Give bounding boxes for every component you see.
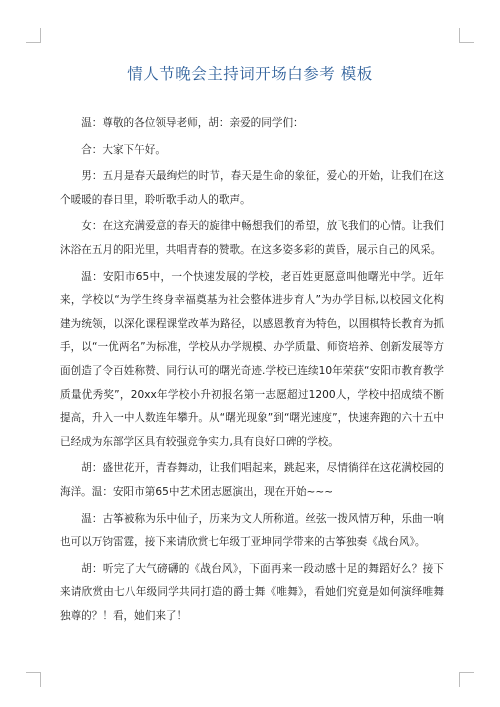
paragraph-show-start: 胡：盛世花开，青春舞动，让我们唱起来，跳起来，尽情徜徉在这花满校园的海洋。温：安阳市第65中艺术团志愿演出，现在开始~~~	[60, 462, 444, 498]
paragraph-greeting: 温：尊敬的各位领导老师，胡：亲爱的同学们：	[81, 117, 304, 129]
paragraph-male-host: 男：五月是春天最绚烂的时节，春天是生命的象征，爱心的开始，让我们在这个暖暖的春日里，聆听歌手动人的歌声。	[60, 170, 444, 206]
paragraph-jazz-dance: 胡：听完了大气磅礴的《战台风》，下面再来一段动感十足的舞蹈好么？接下来请欣赏由七八年级同学共同打造的爵士舞《唯舞》，看她们究竟是如何演绎唯舞独尊的？！看，她们来了！	[60, 562, 444, 622]
document-body	[60, 112, 444, 631]
paragraph-guzheng: 温：古筝被称为乐中仙子，历来为文人所称道。丝弦一拨风情万种，乐曲一响也可以万钧雷霆，接下来请欣赏七年级丁亚坤同学带来的古筝独奏《战台风》。	[60, 512, 444, 549]
paragraph-together: 合：大家下午好。	[81, 143, 166, 156]
crop-mark-bottom-left	[26, 672, 41, 687]
crop-mark-bottom-right	[459, 672, 474, 687]
document-title: 情人节晚会主持词开场白参考 模板	[127, 65, 373, 83]
paragraph-female-host: 女：在这充满爱意的春天的旋律中畅想我们的希望，放飞我们的心情。让我们沐浴在五月的阳光里，共唱青春的赞歌。在这多姿多彩的黄昏，展示自己的风采。	[60, 220, 444, 256]
paragraph-school-intro: 温：安阳市65中，一个快速发展的学校，老百姓更愿意叫他曙光中学。近年来，学校以“为学生终身幸福奠基为社会整体进步育人”为办学目标,以校园文化构建为统领，以深化课程课堂改革为路径，以感恩教育为特色，以围棋特长教育为抓手，以“一优两名”为标准，学校从办学规模、办学质量、师资培养、创新发展等方面创造了令百姓称赞、同行认可的曙光奇迹.学校已连续10年荣获“安阳市教育教学质量优秀奖”，20xx年学校小升初报名第一志愿超过1200人，学校中招成绩不断提高，升入一中人数连年攀升。从“曙光现象”到“曙光速度”，快速奔跑的六十五中已经成为东部学区具有较强竞争实力,具有良好口碑的学校。	[60, 270, 444, 448]
crop-mark-top-left	[26, 28, 41, 43]
crop-mark-top-right	[459, 28, 474, 43]
